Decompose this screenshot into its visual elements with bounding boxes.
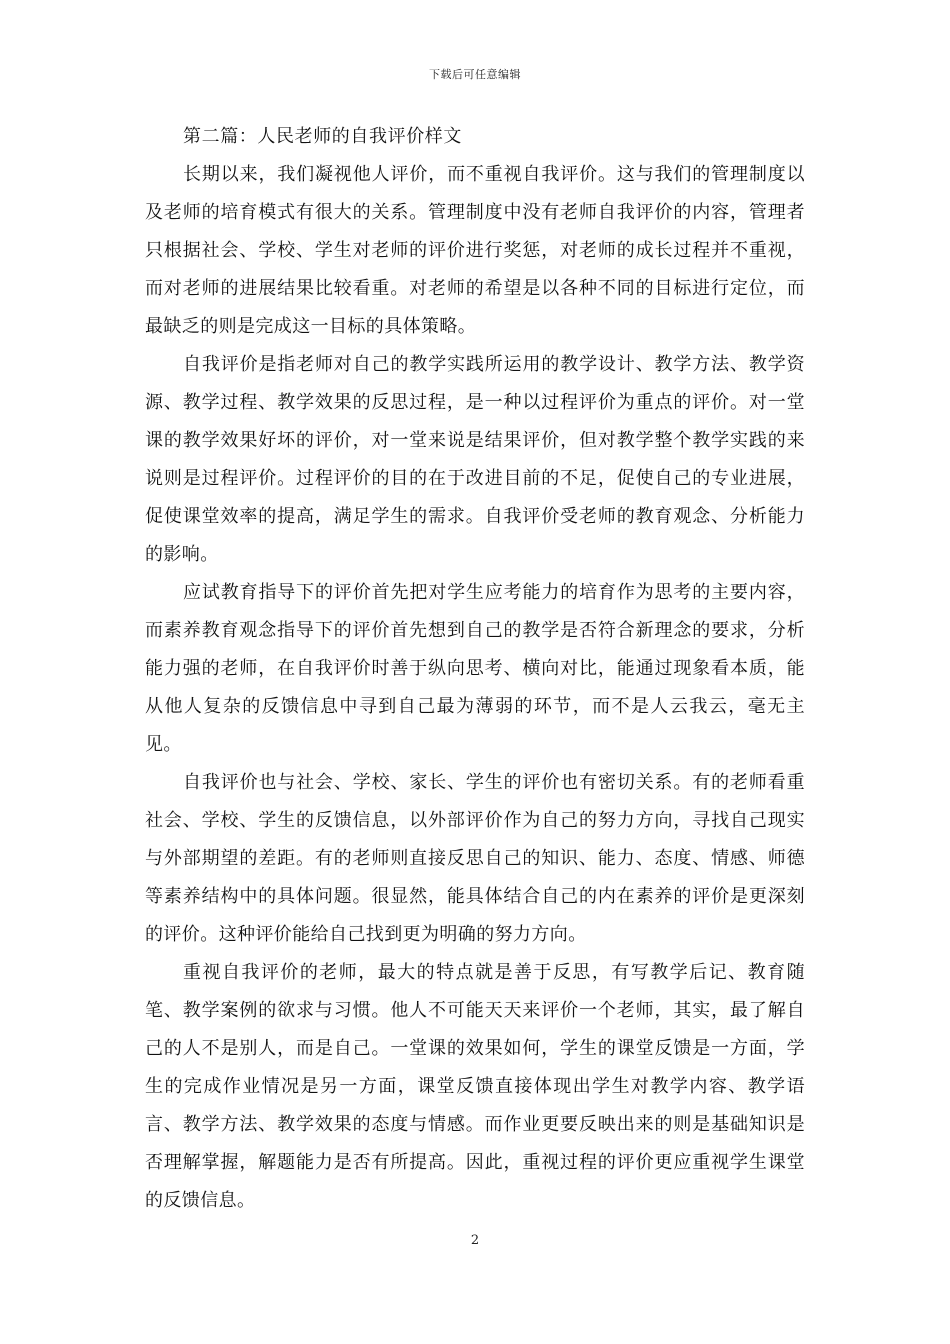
paragraph-2: 自我评价是指老师对自己的教学实践所运用的教学设计、教学方法、教学资源、教学过程、教学效果的反思过程，是一种以过程评价为重点的评价。对一堂课的教学效果好坏的评价，对一堂来说是结果评价，但对教学整个教学实践的来说则是过程评价。过程评价的目的在于改进目前的不足，促使自己的专业进展，促使课堂效率的提高，满足学生的需求。自我评价受老师的教育观念、分析能力的影响。 xyxy=(145,354,805,565)
paragraph-5: 重视自我评价的老师，最大的特点就是善于反思，有写教学后记、教育随笔、教学案例的欲求与习惯。他人不可能天天来评价一个老师，其实，最了解自己的人不是别人，而是自己。一堂课的效果如何，学生的课堂反馈是一方面，学生的完成作业情况是另一方面，课堂反馈直接体现出学生对教学内容、教学语言、教学方法、教学效果的态度与情感。而作业更要反映出来的则是基础知识是否理解掌握，解题能力是否有所提高。因此，重视过程的评价更应重视学生课堂的反馈信息。 xyxy=(145,962,805,1211)
page-header: 下载后可任意编辑 xyxy=(429,68,521,81)
paragraph-4: 自我评价也与社会、学校、家长、学生的评价也有密切关系。有的老师看重社会、学校、学生的反馈信息，以外部评价作为自己的努力方向，寻找自己现实与外部期望的差距。有的老师则直接反思自己的知识、能力、态度、情感、师德等素养结构中的具体问题。很显然，能具体结合自己的内在素养的评价是更深刻的评价。这种评价能给自己找到更为明确的努力方向。 xyxy=(145,772,805,945)
section-title: 第二篇：人民老师的自我评价样文 xyxy=(183,126,462,147)
paragraph-1: 长期以来，我们凝视他人评价，而不重视自我评价。这与我们的管理制度以及老师的培育模式有很大的关系。管理制度中没有老师自我评价的内容，管理者只根据社会、学校、学生对老师的评价进行奖惩，对老师的成长过程并不重视，而对老师的进展结果比较看重。对老师的希望是以各种不同的目标进行定位，而最缺乏的则是完成这一目标的具体策略。 xyxy=(145,164,805,337)
paragraph-3: 应试教育指导下的评价首先把对学生应考能力的培育作为思考的主要内容，而素养教育观念指导下的评价首先想到自己的教学是否符合新理念的要求，分析能力强的老师，在自我评价时善于纵向思考、横向对比，能通过现象看本质，能从他人复杂的反馈信息中寻到自己最为薄弱的环节，而不是人云我云，毫无主见。 xyxy=(145,582,805,755)
document-body xyxy=(145,118,805,1220)
page-number: 2 xyxy=(470,1233,480,1248)
